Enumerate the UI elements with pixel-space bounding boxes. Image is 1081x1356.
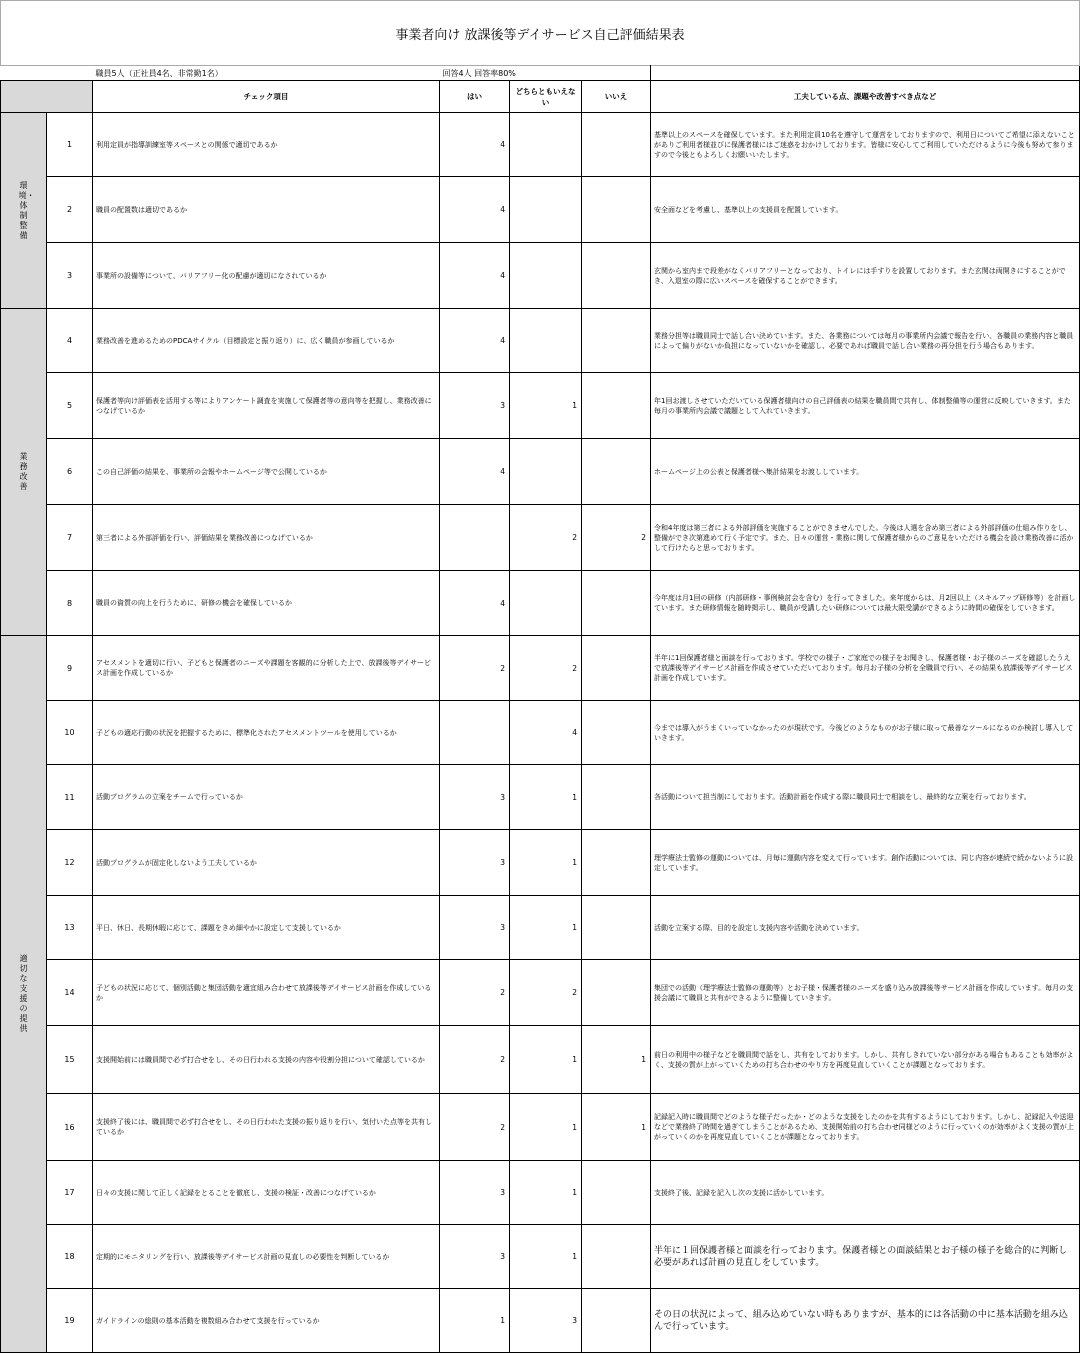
answer-neutral: 1 [510, 1161, 582, 1225]
answer-neutral [510, 309, 582, 373]
table-row [1, 1094, 1080, 1161]
row-number: 13 [47, 896, 93, 960]
check-item: 支援開始前には職員間で必ず打合せをし、その日行われる支援の内容や役割分担について確認しているか [93, 1026, 440, 1094]
answer-yes: 4 [440, 439, 510, 505]
check-item: アセスメントを適切に行い、子どもと保護者のニーズや課題を客観的に分析した上で、放課後等デイサービス計画を作成しているか [93, 636, 440, 701]
answer-yes: 4 [440, 571, 510, 636]
answer-neutral [510, 439, 582, 505]
table-row [1, 896, 1080, 960]
category-label: 環境・体制整備 [18, 180, 35, 240]
answer-yes: 4 [440, 177, 510, 243]
row-number: 5 [47, 373, 93, 439]
answer-yes: 4 [440, 309, 510, 373]
row-number: 8 [47, 571, 93, 636]
answer-no: 1 [582, 1026, 651, 1094]
answer-yes: 3 [440, 1161, 510, 1225]
notes-cell: 業務分担等は職員同士で話し合い決めています。また、各業務については毎月の事業所内会議で報告を行い、各職員の業務内容と職員によって偏りがないか負担になっていないかを確認し、必要であれば職員で話し合い業務の再分担を行う場合もあります。 [651, 309, 1080, 373]
check-item: 職員の配置数は適切であるか [93, 177, 440, 243]
answer-neutral: 1 [510, 1225, 582, 1289]
table-row [1, 177, 1080, 243]
notes-cell: その日の状況によって、組み込めていない時もありますが、基本的には各活動の中に基本活動を組み込んで行っています。 [651, 1289, 1080, 1353]
answer-yes [440, 701, 510, 765]
table-row [1, 309, 1080, 373]
row-number: 6 [47, 439, 93, 505]
row-number: 15 [47, 1026, 93, 1094]
answer-no [582, 113, 651, 177]
row-number: 9 [47, 636, 93, 701]
check-item: 平日、休日、長期休暇に応じて、課題をきめ細やかに設定して支援しているか [93, 896, 440, 960]
answer-neutral: 1 [510, 765, 582, 830]
answer-no [582, 177, 651, 243]
notes-cell: 玄関から室内まで段差がなくバリアフリーとなっており、トイレには手すりを設置しております。また玄関は両開きにすることができ、入退室の際に広いスペースを確保することができます。 [651, 243, 1080, 309]
header-no: いいえ [582, 81, 651, 113]
answer-no [582, 439, 651, 505]
answer-no [582, 830, 651, 896]
row-number: 17 [47, 1161, 93, 1225]
category-label: 業務改善 [19, 452, 28, 491]
answer-neutral: 2 [510, 505, 582, 571]
answer-yes: 2 [440, 636, 510, 701]
answer-yes: 4 [440, 113, 510, 177]
staff-info: 職員5人（正社員4名、非常勤1名） [93, 66, 440, 81]
answer-neutral: 1 [510, 896, 582, 960]
answer-neutral [510, 177, 582, 243]
table-row [1, 701, 1080, 765]
category-env [1, 113, 47, 309]
notes-cell: 今年度は月1回の研修（内部研修・事例検討会を含む）を行ってきました。来年度からは、月2回以上（スキルアップ研修等）を計画しています。また研修情報を随時掲示し、職員が受講したい研修については最大限受講ができるように時間の確保をしていきます。 [651, 571, 1080, 636]
notes-cell: 半年に１回保護者様と面談を行っております。保護者様との面談結果とお子様の様子を総合的に判断し必要があれば計画の見直しをしています。 [651, 1225, 1080, 1289]
answer-neutral: 2 [510, 960, 582, 1026]
answer-no [582, 1289, 651, 1353]
category-support [1, 636, 47, 1353]
row-number: 18 [47, 1225, 93, 1289]
table-row [1, 439, 1080, 505]
answer-no [582, 636, 651, 701]
answer-no: 2 [582, 505, 651, 571]
notes-cell: 安全面などを考慮し、基準以上の支援員を配置しています。 [651, 177, 1080, 243]
answer-yes: 3 [440, 765, 510, 830]
notes-cell: 基準以上のスペースを確保しています。また利用定員10名を遵守して運営をしておりますので、利用日についてご希望に添えないことがありご利用者様並びに保護者様にはご迷惑をおかけしております。皆様に安心してご利用していただけるように今後も努めて参りますので今後ともよろしくお願いいたします。 [651, 113, 1080, 177]
row-number: 7 [47, 505, 93, 571]
check-item: 利用定員が指導訓練室等スペースとの関係で適切であるか [93, 113, 440, 177]
answer-no [582, 765, 651, 830]
answer-neutral: 4 [510, 701, 582, 765]
check-item: この自己評価の結果を、事業所の会報やホームページ等で公開しているか [93, 439, 440, 505]
check-item: 子どもの適応行動の状況を把握するために、標準化されたアセスメントツールを使用しているか [93, 701, 440, 765]
answer-no [582, 960, 651, 1026]
row-number: 19 [47, 1289, 93, 1353]
notes-cell: ホームページ上の公表と保護者様へ集計結果をお渡ししています。 [651, 439, 1080, 505]
check-item: 事業所の設備等について、バリアフリー化の配慮が適切になされているか [93, 243, 440, 309]
notes-cell: 半年に1回保護者様と面談を行っております。学校での様子・ご家庭での様子をお聞きし、保護者様・お子様のニーズを確認したうえで放課後等デイサービス計画を作成させていただいております。毎月お子様の分析を全職員で行い、その結果も放課後等デイサービス計画を作成しています。 [651, 636, 1080, 701]
answer-yes: 4 [440, 243, 510, 309]
row-number: 1 [47, 113, 93, 177]
table-row [1, 830, 1080, 896]
row-number: 3 [47, 243, 93, 309]
notes-cell: 各活動について担当制にしております。活動計画を作成する際に職員同士で相談をし、最終的な立案を行っております。 [651, 765, 1080, 830]
notes-cell: 記録記入時に職員間でどのような様子だったか・どのような支援をしたのかを共有するようにしております。しかし、記録記入や送迎などで業務終了時間を過ぎてしまうことがあるため、支援開始前の打ち合わせ同様どのように行っていくのが効率がよく支援の質が上がっていくのかを再度見直していくことが課題となっております。 [651, 1094, 1080, 1161]
table-row [1, 765, 1080, 830]
row-number: 11 [47, 765, 93, 830]
answer-neutral [510, 113, 582, 177]
notes-cell: 支援終了後、記録を記入し次の支援に活かしています。 [651, 1161, 1080, 1225]
answer-yes: 2 [440, 960, 510, 1026]
table-row [1, 373, 1080, 439]
answer-yes: 2 [440, 1026, 510, 1094]
table-row [1, 505, 1080, 571]
category-label: 適切な支援の提供 [19, 954, 28, 1033]
table-row [1, 1289, 1080, 1353]
table-row [1, 1225, 1080, 1289]
answer-yes: 3 [440, 1225, 510, 1289]
table-row [1, 243, 1080, 309]
check-item: 保護者等向け評価表を活用する等によりアンケート調査を実施して保護者等の意向等を把握し、業務改善につなげているか [93, 373, 440, 439]
check-item: 第三者による外部評価を行い、評価結果を業務改善につなげているか [93, 505, 440, 571]
answer-no [582, 896, 651, 960]
answer-no [582, 243, 651, 309]
row-number: 4 [47, 309, 93, 373]
check-item: 職員の資質の向上を行うために、研修の機会を確保しているか [93, 571, 440, 636]
answer-neutral: 3 [510, 1289, 582, 1353]
notes-cell: 前日の利用中の様子などを職員間で話をし、共有をしております。しかし、共有しきれていない部分がある場合もあることも効率がよく、支援の質が上がっていくための打ち合わせのやり方を再度見直していくことが課題となっております。 [651, 1026, 1080, 1094]
row-number: 16 [47, 1094, 93, 1161]
answer-neutral [510, 571, 582, 636]
answer-no [582, 1161, 651, 1225]
check-item: 日々の支援に関して正しく記録をとることを徹底し、支援の検証・改善につなげているか [93, 1161, 440, 1225]
answer-neutral: 1 [510, 373, 582, 439]
notes-cell: 年1回お渡しさせていただいている保護者様向けの自己評価表の結果を職員間で共有し、体制整備等の運営に反映していきます。また毎月の事業所内会議で議題として入れていきます。 [651, 373, 1080, 439]
answer-yes: 3 [440, 896, 510, 960]
table-row [1, 960, 1080, 1026]
response-info: 回答4人 回答率80% [440, 66, 582, 81]
answer-yes: 3 [440, 373, 510, 439]
table-row [1, 1026, 1080, 1094]
answer-neutral: 1 [510, 1026, 582, 1094]
notes-cell: 集団での活動（理学療法士監修の運動等）とお子様・保護者様のニーズを盛り込み放課後等サービス計画を作成しています。毎月の支援会議にて職員と共有ができるように整備していきます。 [651, 960, 1080, 1026]
notes-cell: 活動を立案する際、目的を設定し支援内容や活動を決めています。 [651, 896, 1080, 960]
answer-no [582, 571, 651, 636]
answer-yes: 3 [440, 830, 510, 896]
row-number: 2 [47, 177, 93, 243]
answer-neutral: 2 [510, 636, 582, 701]
table-row [1, 636, 1080, 701]
notes-cell: 今までは導入がうまくいっていなかったのが現状です。今後どのようなものがお子様に取って最善なツールになるのか検討し導入していきます。 [651, 701, 1080, 765]
table-row [1, 571, 1080, 636]
header-item: チェック項目 [93, 81, 440, 113]
answer-yes: 2 [440, 1094, 510, 1161]
check-item: ガイドラインの総則の基本活動を複数組み合わせて支援を行っているか [93, 1289, 440, 1353]
row-number: 14 [47, 960, 93, 1026]
check-item: 活動プログラムが固定化しないよう工夫しているか [93, 830, 440, 896]
answer-no [582, 309, 651, 373]
page-title: 事業者向け 放課後等デイサービス自己評価結果表 [1, 1, 1080, 66]
check-item: 支援終了後には、職員間で必ず打合せをし、その日行われた支援の振り返りを行い、気付いた点等を共有しているか [93, 1094, 440, 1161]
row-number: 10 [47, 701, 93, 765]
answer-no [582, 701, 651, 765]
answer-neutral: 1 [510, 830, 582, 896]
table-row [1, 113, 1080, 177]
answer-no: 1 [582, 1094, 651, 1161]
answer-yes [440, 505, 510, 571]
category-biz [1, 309, 47, 636]
notes-cell: 令和4年度は第三者による外部評価を実施することができませんでした。今後は人選を含め第三者による外部評価の仕組み作りをし、整備ができ次第進めて行く予定です。また、日々の運営・業務に関して保護者様からのご意見をいただける機会を設け業務改善に活かして行けたらと思っております。 [651, 505, 1080, 571]
header-neutral: どちらともいえない [510, 81, 582, 113]
header-blank [1, 81, 93, 113]
check-item: 子どもの状況に応じて、個別活動と集団活動を適宜組み合わせて放課後等デイサービス計画を作成しているか [93, 960, 440, 1026]
table-row [1, 1161, 1080, 1225]
check-item: 業務改善を進めるためのPDCAサイクル（目標設定と振り返り）に、広く職員が参画しているか [93, 309, 440, 373]
answer-no [582, 1225, 651, 1289]
check-item: 活動プログラムの立案をチームで行っているか [93, 765, 440, 830]
header-notes: 工夫している点、課題や改善すべき点など [651, 81, 1080, 113]
answer-yes: 1 [440, 1289, 510, 1353]
check-item: 定期的にモニタリングを行い、放課後等デイサービス計画の見直しの必要性を判断しているか [93, 1225, 440, 1289]
answer-no [582, 373, 651, 439]
answer-neutral: 1 [510, 1094, 582, 1161]
header-yes: はい [440, 81, 510, 113]
row-number: 12 [47, 830, 93, 896]
answer-neutral [510, 243, 582, 309]
notes-cell: 理学療法士監修の運動については、月毎に運動内容を変えて行っています。創作活動については、同じ内容が連続で続かないように設定しています。 [651, 830, 1080, 896]
